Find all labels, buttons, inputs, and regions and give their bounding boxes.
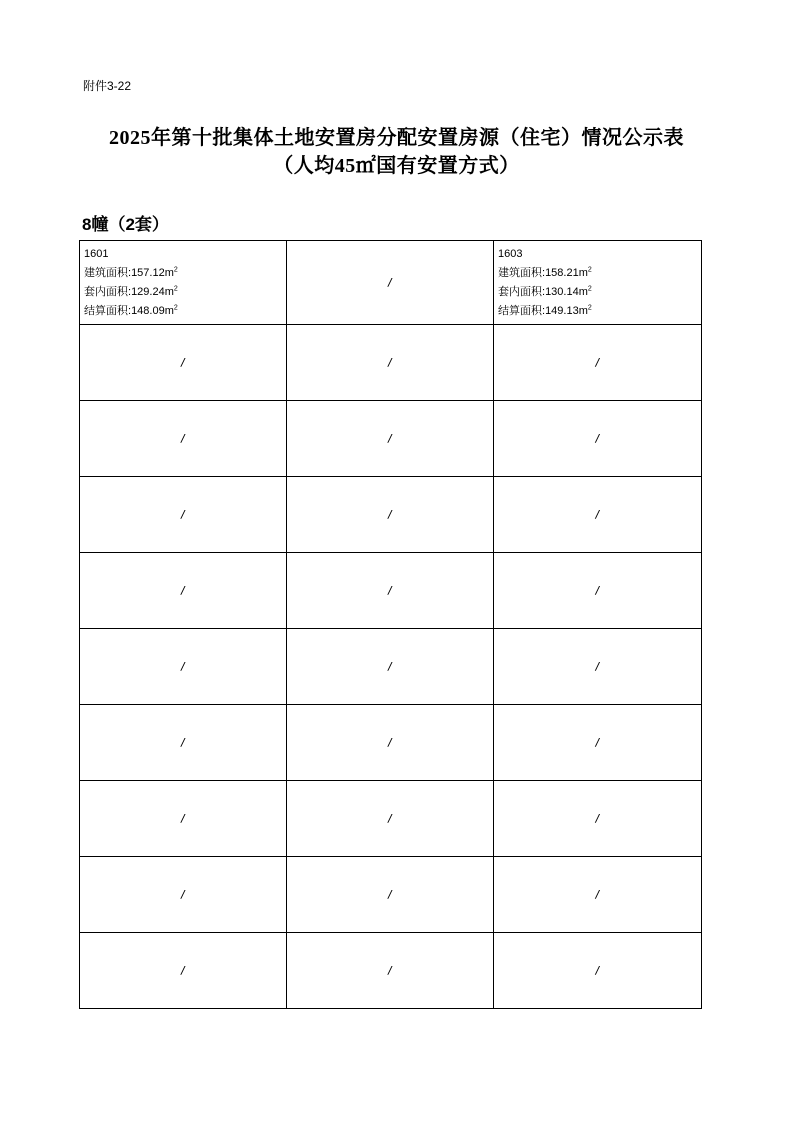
empty-cell [494,857,702,933]
unit-cell [494,241,702,325]
empty-cell [287,241,494,325]
building-area-line: 建筑面积$:157.12m^2$ [84,265,178,279]
empty-cell [287,705,494,781]
empty-cell [80,629,287,705]
empty-cell [494,477,702,553]
empty-cell [494,401,702,477]
empty-marker: / [179,812,187,825]
table-row [80,933,702,1009]
empty-cell [494,325,702,401]
attachment-number: 附件3-22 [83,79,132,93]
settlement-area-line: 结算面积$:148.09m^2$ [84,303,178,317]
building-area-line: 建筑面积$:158.21m^2$ [498,265,592,279]
empty-marker: / [386,660,394,673]
empty-cell [287,477,494,553]
building-label: 8幢（2套） [82,215,169,234]
empty-marker: / [594,888,601,901]
empty-marker: / [386,736,394,749]
empty-marker: / [179,508,187,521]
empty-cell [80,857,287,933]
empty-cell [287,401,494,477]
empty-marker: / [179,888,187,901]
empty-cell [494,629,702,705]
empty-cell [80,477,287,553]
empty-cell [80,781,287,857]
empty-cell [80,705,287,781]
empty-marker: / [386,888,394,901]
empty-cell [287,325,494,401]
unit-table [79,240,702,1009]
empty-marker: / [179,584,187,597]
empty-marker: / [179,736,187,749]
empty-cell [494,553,702,629]
table-row [80,401,702,477]
room-number: 1603 [498,247,523,260]
inner-area-line: 套内面积$:130.14m^2$ [498,284,592,298]
empty-marker: / [386,276,394,289]
table-row [80,477,702,553]
unit-info-1601 [80,245,286,321]
empty-cell [287,933,494,1009]
table-row [80,857,702,933]
inner-area-line: 套内面积$:129.24m^2$ [84,284,178,298]
table-row [80,629,702,705]
table-row [80,241,702,325]
room-number: 1601 [84,247,109,260]
empty-marker: / [386,584,394,597]
empty-marker: / [594,432,601,445]
empty-marker: / [594,660,601,673]
empty-marker: / [386,964,394,977]
empty-cell [494,781,702,857]
empty-marker: / [386,812,394,825]
empty-marker: / [179,356,187,369]
empty-cell [80,401,287,477]
unit-cell [80,241,287,325]
empty-cell [80,933,287,1009]
settlement-area-line: 结算面积$:149.13m^2$ [498,303,592,317]
table-row [80,781,702,857]
table-row [80,705,702,781]
empty-cell [287,857,494,933]
empty-marker: / [179,660,187,673]
empty-cell [80,325,287,401]
unit-info-1603 [494,245,701,321]
empty-marker: / [179,964,187,977]
empty-cell [494,705,702,781]
table-row [80,553,702,629]
empty-rows [80,325,702,1009]
table-row [80,325,702,401]
empty-marker: / [594,812,601,825]
empty-cell [287,553,494,629]
empty-cell [287,629,494,705]
empty-marker: / [594,964,601,977]
empty-marker: / [386,432,394,445]
page-title: 2025年第十批集体土地安置房分配安置房源（住宅）情况公示表 [109,127,684,149]
empty-marker: / [594,508,601,521]
empty-cell [287,781,494,857]
empty-cell [80,553,287,629]
empty-marker: / [594,356,601,369]
empty-cell [494,933,702,1009]
empty-marker: / [594,584,601,597]
empty-marker: / [594,736,601,749]
page-subtitle: （人均45㎡国有安置方式） [273,155,520,177]
empty-marker: / [386,508,394,521]
empty-marker: / [179,432,187,445]
empty-marker: / [386,356,394,369]
